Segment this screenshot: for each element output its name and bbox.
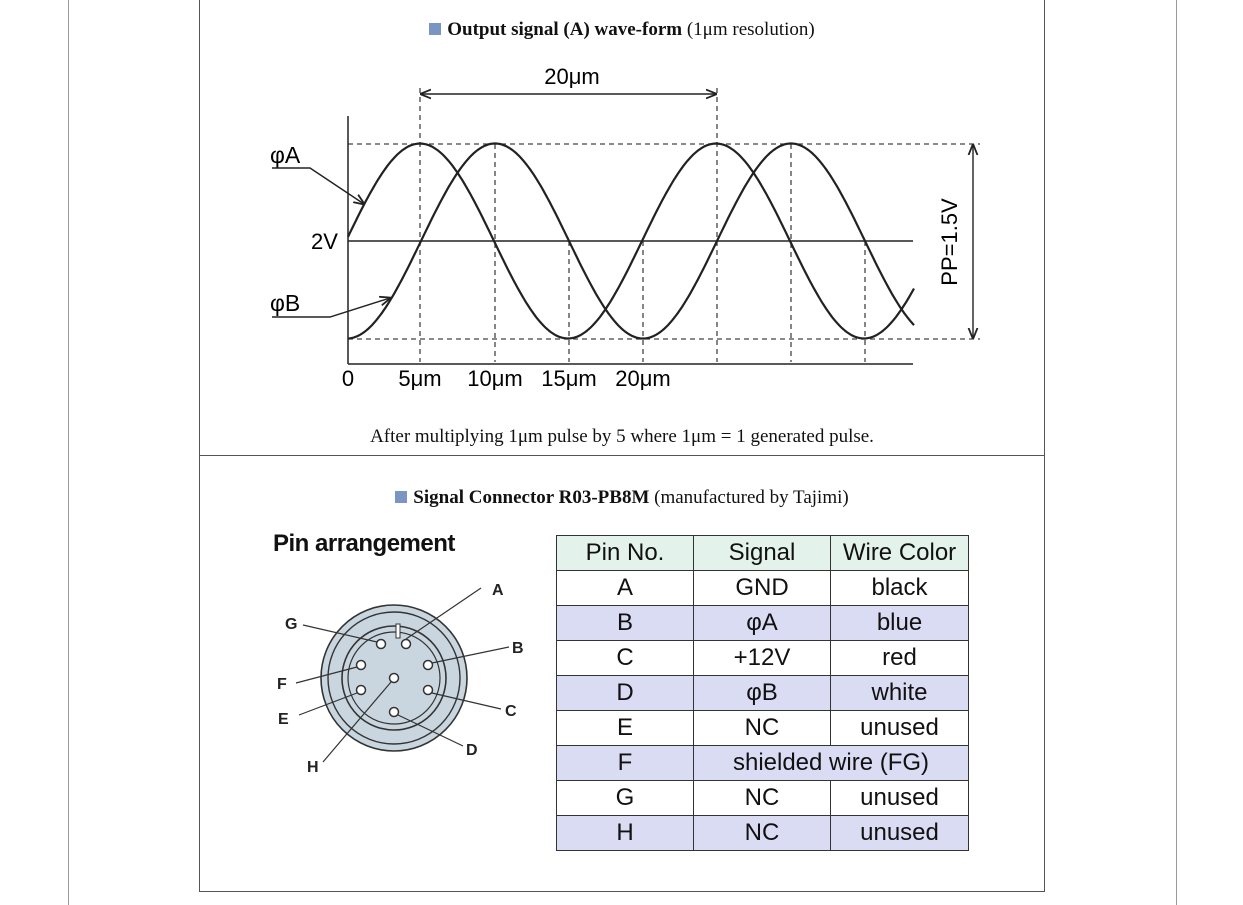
wire-color-header: Wire Color	[831, 536, 969, 571]
signal-cell: GND	[694, 571, 831, 606]
wire-color-cell: unused	[831, 711, 969, 746]
signal-cell: +12V	[694, 641, 831, 676]
pin-label: F	[277, 676, 287, 693]
phi-a-label: φA	[270, 142, 301, 168]
pin-cell: D	[557, 676, 694, 711]
waveform-diagram	[200, 0, 1046, 420]
connector-title-bold: Signal Connector R03-PB8M	[413, 487, 650, 508]
volt-label: 2V	[311, 229, 338, 254]
table-row	[557, 781, 969, 816]
pin-label: C	[505, 703, 517, 720]
pin-table	[556, 535, 969, 851]
dashed-guides	[348, 88, 980, 362]
x-tick-label: 15μm	[541, 366, 597, 391]
pin-label: A	[492, 582, 504, 599]
signal-cell: NC	[694, 816, 831, 851]
connector-title-normal: (manufactured by Tajimi)	[654, 487, 849, 508]
pin-cell: E	[557, 711, 694, 746]
pin-cell: B	[557, 606, 694, 641]
pin-cell: F	[557, 746, 694, 781]
signal-header: Signal	[694, 536, 831, 571]
pin-cell: A	[557, 571, 694, 606]
pin-label: H	[307, 759, 319, 776]
signal-cell: shielded wire (FG)	[694, 746, 969, 781]
signal-cell: NC	[694, 711, 831, 746]
table-row	[557, 676, 969, 711]
x-tick-label: 20μm	[615, 366, 671, 391]
table-row	[557, 641, 969, 676]
connector-pin-diagram	[200, 456, 540, 796]
pin-table-header-row	[557, 536, 969, 571]
pin-label: B	[512, 640, 524, 657]
x-tick-label: 10μm	[467, 366, 523, 391]
x-tick-label: 0	[341, 366, 355, 391]
waveform-title-normal: (1μm resolution)	[686, 19, 815, 40]
wire-color-cell: unused	[831, 781, 969, 816]
waveform-panel	[199, 0, 1045, 456]
table-row	[557, 571, 969, 606]
pin-label: G	[285, 616, 298, 633]
phi-a-leader	[272, 168, 364, 204]
pin-arrangement-title: Pin arrangement	[273, 530, 455, 557]
connector-panel	[199, 456, 1045, 892]
signal-cell: φB	[694, 676, 831, 711]
pin-label: D	[466, 742, 478, 759]
signal-cell: φA	[694, 606, 831, 641]
pin-label: E	[278, 711, 289, 728]
pin-cell: H	[557, 816, 694, 851]
wire-color-cell: unused	[831, 816, 969, 851]
waveform-title-bold: Output signal (A) wave-form	[447, 19, 683, 40]
x-tick-label: 5μm	[398, 366, 442, 391]
table-row	[557, 746, 969, 781]
phi-b-label: φB	[270, 290, 301, 316]
page-right-rule	[1176, 0, 1177, 905]
wire-color-cell: white	[831, 676, 969, 711]
table-row	[557, 816, 969, 851]
waveform-caption: After multiplying 1μm pulse by 5 where 1μm = 1 generated pulse.	[370, 426, 874, 447]
wire-color-cell: blue	[831, 606, 969, 641]
wire-color-cell: red	[831, 641, 969, 676]
table-row	[557, 606, 969, 641]
pin-no-header: Pin No.	[557, 536, 694, 571]
connector-icon	[296, 588, 509, 762]
pin-cell: G	[557, 781, 694, 816]
table-row	[557, 711, 969, 746]
period-label: 20μm	[544, 64, 600, 89]
signal-cell: NC	[694, 781, 831, 816]
pp-label: PP=1.5V	[937, 198, 962, 286]
pin-cell: C	[557, 641, 694, 676]
page-left-rule	[68, 0, 69, 905]
wire-color-cell: black	[831, 571, 969, 606]
